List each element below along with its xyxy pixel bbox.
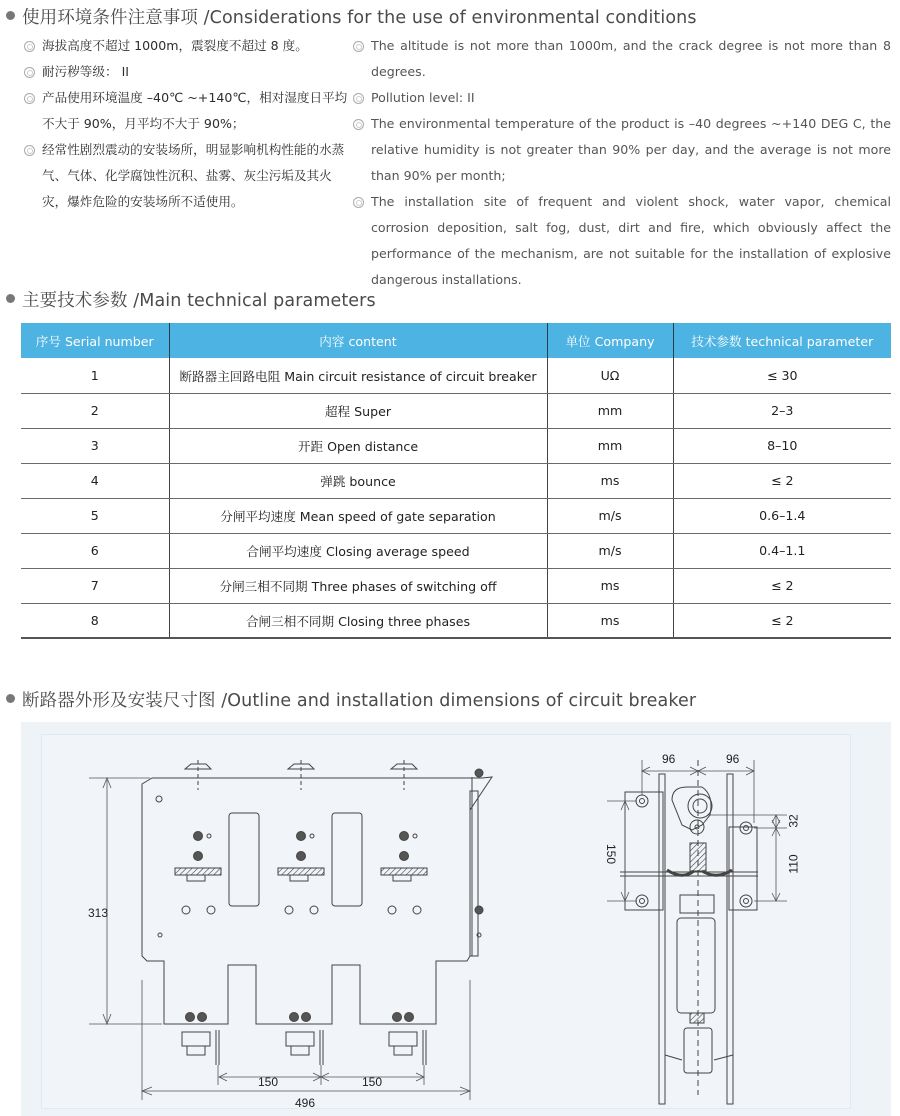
cell-content: 分闸平均速度 Mean speed of gate separation xyxy=(169,498,547,533)
cell-serial: 3 xyxy=(21,428,169,463)
cell-parameter: ≤ 2 xyxy=(673,568,891,603)
table-row xyxy=(21,358,891,393)
cell-parameter: ≤ 2 xyxy=(673,603,891,638)
condition-item-cn: 海拔高度不超过 1000m，震裂度不超过 8 度。 xyxy=(24,33,349,59)
circle-bullet-icon xyxy=(353,41,364,52)
mounting-plate-outline xyxy=(142,777,492,1024)
conditions-list-chinese xyxy=(24,33,349,215)
cell-serial: 8 xyxy=(21,603,169,638)
cell-parameter: 0.6–1.4 xyxy=(673,498,891,533)
technical-parameters-table xyxy=(21,323,891,639)
cell-unit: ms xyxy=(547,463,673,498)
circle-bullet-icon xyxy=(353,93,364,104)
circle-bullet-icon xyxy=(353,197,364,208)
cell-content: 超程 Super xyxy=(169,393,547,428)
conditions-section-title: 使用环境条件注意事项 /Considerations for the use of environmental conditions xyxy=(6,4,697,29)
cell-unit: ms xyxy=(547,568,673,603)
side-view-drawing xyxy=(607,760,787,1104)
slot-left xyxy=(229,813,259,906)
dimension-width-label: 496 xyxy=(295,1096,316,1110)
terminal-1 xyxy=(182,1013,219,1066)
circle-bullet-icon xyxy=(24,93,35,104)
cell-parameter: ≤ 2 xyxy=(673,463,891,498)
front-view-drawing xyxy=(42,735,852,1110)
dimension-pitch-1-label: 150 xyxy=(258,1075,279,1089)
slot-right xyxy=(332,813,362,906)
cell-content: 合闸平均速度 Closing average speed xyxy=(169,533,547,568)
table-row xyxy=(21,428,891,463)
cell-parameter: 2–3 xyxy=(673,393,891,428)
cell-parameter: ≤ 30 xyxy=(673,358,891,393)
cell-serial: 1 xyxy=(21,358,169,393)
cell-serial: 6 xyxy=(21,533,169,568)
cell-unit: mm xyxy=(547,393,673,428)
table-row xyxy=(21,603,891,638)
column-header-serial: 序号 Serial number xyxy=(21,323,169,358)
cell-unit: UΩ xyxy=(547,358,673,393)
column-header-parameter: 技术参数 technical parameter xyxy=(673,323,891,358)
cell-content: 开距 Open distance xyxy=(169,428,547,463)
condition-item-en: The installation site of frequent and violent shock, water vapor, chemical corrosion deposition, salt fog, dust, dirt and fire, which obviously affect the performance of the mechanism, are not suitable for the installation of explosive dangerous installations. xyxy=(353,189,891,293)
condition-item-en: The environmental temperature of the product is –40 degrees ~+140 DEG C, the relative humidity is not greater than 90% per day, and the average is not more than 90% per month; xyxy=(353,111,891,189)
conditions-list-english xyxy=(353,33,891,293)
table-row xyxy=(21,463,891,498)
cell-unit: m/s xyxy=(547,498,673,533)
table-row xyxy=(21,568,891,603)
circle-bullet-icon xyxy=(24,67,35,78)
condition-item-cn: 产品使用环境温度 –40℃ ~+140℃，相对湿度日平均不大于 90%，月平均不大于 90%； xyxy=(24,85,349,137)
cell-content: 弹跳 bounce xyxy=(169,463,547,498)
table-row xyxy=(21,393,891,428)
cell-unit: mm xyxy=(547,428,673,463)
dimension-height-label: 313 xyxy=(88,906,109,920)
column-header-content: 内容 content xyxy=(169,323,547,358)
cell-content: 分闸三相不同期 Three phases of switching off xyxy=(169,568,547,603)
dimension-side-left-label: 96 xyxy=(662,752,676,766)
cell-serial: 5 xyxy=(21,498,169,533)
dimension-pitch-2-label: 150 xyxy=(362,1075,383,1089)
phase-unit-3 xyxy=(381,760,427,914)
bullet-dot-icon xyxy=(6,11,15,20)
circle-bullet-icon xyxy=(24,41,35,52)
dimension-side-top-offset-label: 32 xyxy=(786,814,801,828)
cell-parameter: 0.4–1.1 xyxy=(673,533,891,568)
table-row xyxy=(21,533,891,568)
dimension-side-lower-label: 110 xyxy=(786,854,801,874)
parameters-section-title: 主要技术参数 /Main technical parameters xyxy=(6,287,376,312)
cell-content: 合闸三相不同期 Closing three phases xyxy=(169,603,547,638)
bullet-dot-icon xyxy=(6,294,15,303)
cell-serial: 4 xyxy=(21,463,169,498)
circle-bullet-icon xyxy=(24,145,35,156)
column-header-unit: 单位 Company xyxy=(547,323,673,358)
cell-serial: 7 xyxy=(21,568,169,603)
bullet-dot-icon xyxy=(6,694,15,703)
condition-item-en: Pollution level: II xyxy=(353,85,891,111)
cell-content: 断路器主回路电阻 Main circuit resistance of circuit breaker xyxy=(169,358,547,393)
terminal-2 xyxy=(286,1013,323,1066)
phase-unit-2 xyxy=(278,760,324,914)
cell-parameter: 8–10 xyxy=(673,428,891,463)
table-row xyxy=(21,498,891,533)
dimension-side-vertical-label: 150 xyxy=(604,843,619,865)
condition-item-en: The altitude is not more than 1000m, and the crack degree is not more than 8 degrees. xyxy=(353,33,891,85)
dimension-lines-front xyxy=(89,778,470,1100)
condition-item-cn: 经常性剧烈震动的安装场所，明显影响机构性能的水蒸气、气体、化学腐蚀性沉积、盐雾、灰尘污垢及其火灾，爆炸危险的安装场所不适使用。 xyxy=(24,137,349,215)
outline-drawing-panel xyxy=(21,722,891,1116)
side-flange xyxy=(470,791,478,956)
cell-serial: 2 xyxy=(21,393,169,428)
circle-bullet-icon xyxy=(353,119,364,130)
condition-item-cn: 耐污秽等级： II xyxy=(24,59,349,85)
outline-section-title: 断路器外形及安装尺寸图 /Outline and installation dimensions of circuit breaker xyxy=(6,687,696,712)
drawing-canvas xyxy=(41,734,851,1109)
dimension-side-right-label: 96 xyxy=(726,752,740,766)
cell-unit: ms xyxy=(547,603,673,638)
phase-unit-1 xyxy=(175,760,221,914)
terminal-3 xyxy=(389,1013,426,1066)
cell-unit: m/s xyxy=(547,533,673,568)
table-header-row xyxy=(21,323,891,358)
